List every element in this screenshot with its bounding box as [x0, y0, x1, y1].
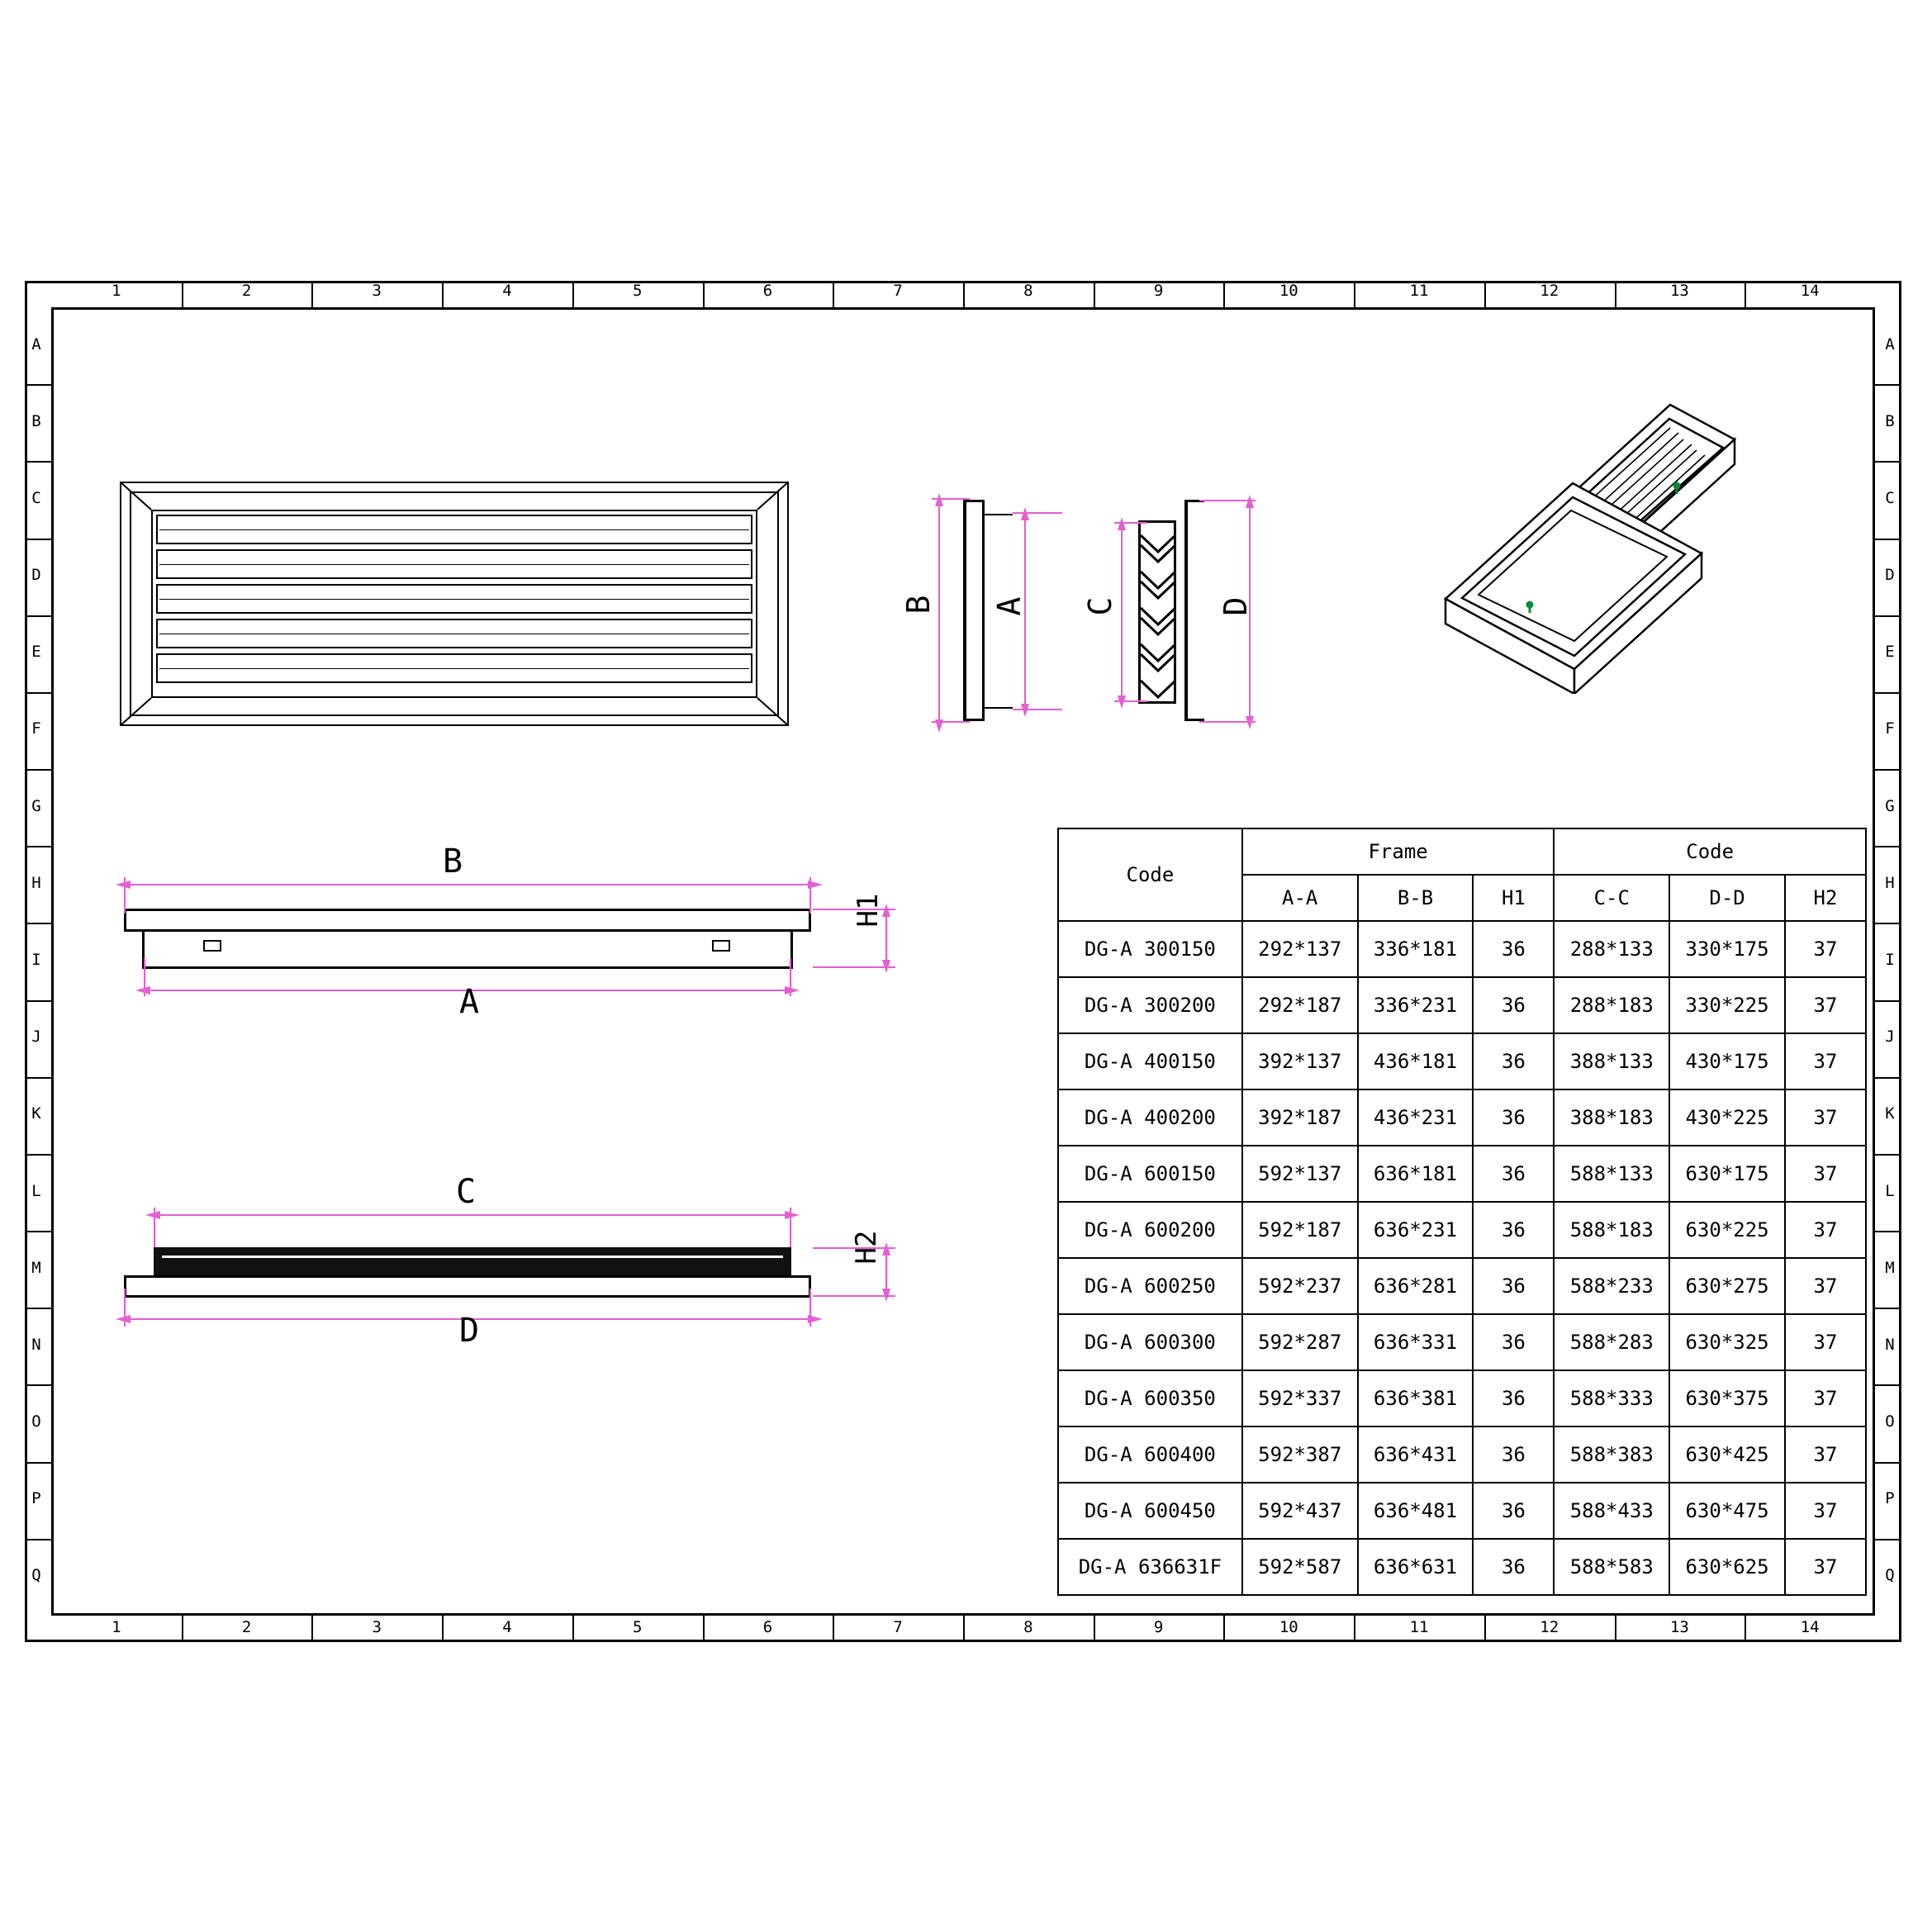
grid-row-label-M-right: M [1885, 1258, 1895, 1277]
row-code: DG-A 636631F [1058, 1539, 1242, 1595]
row-h1: 36 [1473, 1314, 1554, 1370]
grid-row-tick [1875, 384, 1901, 386]
row-cc: 288*183 [1554, 977, 1669, 1033]
dim-c2-ext-left [154, 1208, 155, 1247]
row-cc: 388*133 [1554, 1033, 1669, 1089]
grid-col-label-11-top: 11 [1409, 282, 1429, 300]
topview-plate-bottom [124, 929, 811, 932]
grid-col-tick [703, 281, 705, 307]
section-body-line [982, 500, 985, 721]
grid-row-label-O-left: O [31, 1412, 41, 1431]
row-h2: 37 [1785, 1033, 1866, 1089]
dim-b2-arrows [116, 877, 823, 894]
row-aa: 592*237 [1242, 1258, 1358, 1314]
grid-col-label-12-bottom: 12 [1540, 1618, 1559, 1636]
row-h1: 36 [1473, 1033, 1554, 1089]
grid-col-tick [703, 1616, 705, 1642]
row-dd: 430*225 [1669, 1089, 1785, 1146]
grid-col-label-12-top: 12 [1540, 282, 1559, 300]
grid-row-label-F-right: F [1885, 719, 1895, 738]
grid-row-label-H-right: H [1885, 873, 1895, 892]
grid-col-tick [833, 281, 834, 307]
row-code: DG-A 600400 [1058, 1426, 1242, 1483]
table-row [1058, 977, 1866, 1033]
grid-row-tick [1875, 539, 1901, 540]
row-dd: 630*425 [1669, 1426, 1785, 1483]
grid-row-label-L-left: L [31, 1181, 41, 1200]
grid-row-tick [25, 769, 51, 771]
row-h1: 36 [1473, 1089, 1554, 1146]
bottomview-plate-top [124, 1275, 811, 1278]
grid-col-label-8-top: 8 [1023, 282, 1033, 300]
row-bb: 636*281 [1358, 1258, 1474, 1314]
row-h1: 36 [1473, 1258, 1554, 1314]
row-h2: 37 [1785, 921, 1866, 977]
grid-row-tick [1875, 923, 1901, 924]
row-h2: 37 [1785, 1370, 1866, 1426]
row-dd: 630*175 [1669, 1146, 1785, 1202]
row-h2: 37 [1785, 1426, 1866, 1483]
frame-miter-lines [120, 482, 789, 726]
row-aa: 592*187 [1242, 1202, 1358, 1258]
grid-row-label-K-right: K [1885, 1104, 1895, 1123]
grid-row-label-I-left: I [31, 951, 41, 969]
row-h1: 36 [1473, 1146, 1554, 1202]
grid-row-label-Q-left: Q [31, 1566, 41, 1585]
topview-plate-top [124, 909, 811, 911]
dim-a-ext-bottom [1013, 709, 1062, 710]
grid-row-tick [1875, 1462, 1901, 1464]
grid-row-tick [1875, 769, 1901, 771]
row-aa: 592*587 [1242, 1539, 1358, 1595]
grid-row-tick [25, 846, 51, 847]
grid-row-tick [25, 692, 51, 694]
grid-row-tick [1875, 846, 1901, 847]
grid-col-tick [833, 1616, 834, 1642]
grid-col-tick [1094, 1616, 1095, 1642]
chevron-blades [1138, 520, 1178, 705]
table-row [1058, 921, 1866, 977]
grid-col-tick [1094, 281, 1095, 307]
table-row [1058, 1483, 1866, 1539]
table-row [1058, 1426, 1866, 1483]
topview-body-bottom [142, 966, 793, 969]
grid-col-label-1-bottom: 1 [112, 1618, 121, 1636]
row-code: DG-A 600150 [1058, 1146, 1242, 1202]
row-cc: 588*283 [1554, 1314, 1669, 1370]
grid-col-tick [1744, 281, 1746, 307]
grid-row-label-E-right: E [1885, 643, 1895, 662]
grid-col-tick [1484, 1616, 1486, 1642]
row-dd: 430*175 [1669, 1033, 1785, 1089]
grid-row-tick [25, 1231, 51, 1232]
row-bb: 336*231 [1358, 977, 1474, 1033]
grid-col-label-9-top: 9 [1153, 282, 1164, 300]
grid-row-tick [1875, 461, 1901, 463]
dim-h1-ext-bottom [813, 966, 895, 968]
bottomview-blade-block [154, 1247, 791, 1275]
row-aa: 392*137 [1242, 1033, 1358, 1089]
grid-row-tick [1875, 1000, 1901, 1002]
row-cc: 588*133 [1554, 1146, 1669, 1202]
grid-col-tick [1615, 1616, 1616, 1642]
grid-col-label-3-top: 3 [372, 282, 382, 300]
dim-label-h2: H2 [850, 1230, 883, 1265]
row-h1: 36 [1473, 921, 1554, 977]
grid-row-label-I-right: I [1885, 951, 1895, 969]
grid-col-label-10-top: 10 [1279, 282, 1298, 300]
grid-col-tick [1223, 1616, 1225, 1642]
row-code: DG-A 300150 [1058, 921, 1242, 977]
row-cc: 288*133 [1554, 921, 1669, 977]
grid-row-label-G-right: G [1885, 796, 1895, 815]
grid-col-label-1-top: 1 [112, 282, 121, 300]
grid-col-tick [963, 1616, 965, 1642]
table-row [1058, 1033, 1866, 1089]
row-aa: 292*137 [1242, 921, 1358, 977]
grid-col-label-2-bottom: 2 [241, 1618, 252, 1636]
row-dd: 630*275 [1669, 1258, 1785, 1314]
row-h2: 37 [1785, 1089, 1866, 1146]
dim-c-ext-bottom [1114, 700, 1147, 702]
grid-row-tick [1875, 615, 1901, 617]
grid-col-label-14-bottom: 14 [1800, 1618, 1820, 1636]
grid-row-label-E-left: E [31, 643, 41, 662]
row-cc: 588*583 [1554, 1539, 1669, 1595]
grid-col-label-2-top: 2 [241, 282, 252, 300]
table-row [1058, 1146, 1866, 1202]
row-bb: 636*481 [1358, 1483, 1474, 1539]
grid-row-label-J-right: J [1885, 1028, 1895, 1047]
dim-b2-ext-right [809, 877, 811, 914]
dim-label-a: A [991, 596, 1028, 616]
row-dd: 330*225 [1669, 977, 1785, 1033]
table-subheader-h1: H1 [1473, 875, 1554, 921]
grid-col-label-10-bottom: 10 [1279, 1618, 1298, 1636]
dim-d2-ext-left [124, 1289, 126, 1327]
grid-col-label-7-top: 7 [893, 282, 903, 300]
grid-row-label-H-left: H [31, 873, 41, 892]
table-header-code: Code [1058, 828, 1242, 921]
row-dd: 630*475 [1669, 1483, 1785, 1539]
grid-row-tick [25, 923, 51, 924]
section-body-edge [963, 500, 966, 721]
dim-h2-ext-bottom [813, 1295, 895, 1297]
grid-row-label-A-left: A [31, 335, 41, 354]
grid-row-label-P-left: P [31, 1489, 41, 1508]
grid-row-label-M-left: M [31, 1258, 41, 1277]
row-bb: 636*331 [1358, 1314, 1474, 1370]
grid-col-tick [442, 281, 444, 307]
row-bb: 436*231 [1358, 1089, 1474, 1146]
row-aa: 592*437 [1242, 1483, 1358, 1539]
row-bb: 636*231 [1358, 1202, 1474, 1258]
grid-col-label-5-bottom: 5 [632, 1618, 643, 1636]
dim-a2-ext-right [790, 958, 791, 996]
row-aa: 292*187 [1242, 977, 1358, 1033]
row-cc: 588*333 [1554, 1370, 1669, 1426]
grid-col-tick [182, 1616, 183, 1642]
table-row [1058, 1089, 1866, 1146]
table-row [1058, 1258, 1866, 1314]
grid-row-tick [25, 539, 51, 540]
table-body [1058, 921, 1866, 1595]
dim-label-d: D [1218, 596, 1254, 616]
grid-row-label-B-right: B [1885, 411, 1895, 430]
grid-col-tick [1354, 1616, 1355, 1642]
table-header-frame: Frame [1242, 828, 1555, 875]
grid-col-label-8-bottom: 8 [1023, 1618, 1033, 1636]
row-bb: 636*431 [1358, 1426, 1474, 1483]
dim-label-b: B [900, 595, 937, 615]
grid-col-label-13-bottom: 13 [1669, 1618, 1689, 1636]
grid-col-tick [963, 281, 965, 307]
row-h1: 36 [1473, 1483, 1554, 1539]
table-row [1058, 1539, 1866, 1595]
grid-row-label-P-right: P [1885, 1489, 1895, 1508]
grid-col-label-14-top: 14 [1800, 282, 1820, 300]
grid-row-label-J-left: J [31, 1028, 41, 1047]
grid-row-label-L-right: L [1885, 1181, 1895, 1200]
table-row [1058, 1314, 1866, 1370]
grid-col-tick [442, 1616, 444, 1642]
grid-row-label-O-right: O [1885, 1412, 1895, 1431]
row-code: DG-A 400150 [1058, 1033, 1242, 1089]
grid-row-tick [25, 1539, 51, 1540]
grid-col-label-4-bottom: 4 [502, 1618, 512, 1636]
row-cc: 588*233 [1554, 1258, 1669, 1314]
grid-row-tick [25, 1462, 51, 1464]
grid-col-label-9-bottom: 9 [1153, 1618, 1164, 1636]
row-cc: 388*183 [1554, 1089, 1669, 1146]
grid-row-label-F-left: F [31, 719, 41, 738]
grid-col-label-13-top: 13 [1669, 282, 1689, 300]
grid-row-label-Q-right: Q [1885, 1566, 1895, 1585]
table-header-code2: Code [1554, 828, 1866, 875]
specification-table [1057, 828, 1867, 1596]
row-dd: 330*175 [1669, 921, 1785, 977]
row-h2: 37 [1785, 1146, 1866, 1202]
row-h2: 37 [1785, 1539, 1866, 1595]
row-code: DG-A 600350 [1058, 1370, 1242, 1426]
dim-b2-ext-left [124, 877, 126, 914]
row-h1: 36 [1473, 1426, 1554, 1483]
table-subheader-cc: C-C [1554, 875, 1669, 921]
row-h1: 36 [1473, 1202, 1554, 1258]
row-code: DG-A 600200 [1058, 1202, 1242, 1258]
dim-d2-ext-right [809, 1289, 811, 1327]
grid-row-tick [1875, 1539, 1901, 1540]
grid-row-label-C-left: C [31, 488, 41, 507]
row-h2: 37 [1785, 1314, 1866, 1370]
row-h1: 36 [1473, 1539, 1554, 1595]
row-cc: 588*183 [1554, 1202, 1669, 1258]
row-cc: 588*433 [1554, 1483, 1669, 1539]
front-view-louver-grille [120, 482, 789, 726]
row-h2: 37 [1785, 1258, 1866, 1314]
dim-label-c-top: C [456, 1173, 477, 1211]
grid-col-label-11-bottom: 11 [1409, 1618, 1429, 1636]
grid-col-tick [1744, 1616, 1746, 1642]
row-h2: 37 [1785, 977, 1866, 1033]
row-cc: 588*383 [1554, 1426, 1669, 1483]
row-bb: 636*181 [1358, 1146, 1474, 1202]
topview-clip-left [203, 940, 221, 952]
grid-row-tick [25, 1000, 51, 1002]
grid-col-tick [572, 1616, 574, 1642]
grid-row-tick [25, 461, 51, 463]
grid-col-tick [182, 281, 183, 307]
grid-row-label-N-left: N [31, 1335, 41, 1354]
grid-row-tick [1875, 1077, 1901, 1079]
dim-b-ext-bottom [932, 721, 970, 723]
row-code: DG-A 400200 [1058, 1089, 1242, 1146]
topview-clip-right [712, 940, 730, 952]
row-dd: 630*625 [1669, 1539, 1785, 1595]
row-bb: 636*381 [1358, 1370, 1474, 1426]
dim-a-ext-top [1013, 512, 1062, 514]
dim-d-ext-bottom [1199, 721, 1256, 723]
grid-row-tick [25, 615, 51, 617]
grid-row-tick [25, 1308, 51, 1309]
grid-col-tick [572, 281, 574, 307]
section-d-body-edge [1184, 500, 1188, 721]
grid-col-tick [311, 1616, 313, 1642]
row-code: DG-A 600450 [1058, 1483, 1242, 1539]
bottomview-plate-bottom [124, 1295, 811, 1298]
dim-label-b-top: B [443, 843, 463, 881]
grid-row-tick [1875, 1231, 1901, 1232]
dim-label-a-bottom: A [459, 983, 480, 1021]
grid-row-tick [25, 384, 51, 386]
table-subheader-h2: H2 [1785, 875, 1866, 921]
row-aa: 592*337 [1242, 1370, 1358, 1426]
grid-row-tick [1875, 692, 1901, 694]
row-dd: 630*325 [1669, 1314, 1785, 1370]
table-subheader-aa: A-A [1242, 875, 1358, 921]
dim-a2-ext-left [144, 958, 145, 996]
grid-col-tick [1354, 281, 1355, 307]
grid-col-label-6-bottom: 6 [762, 1618, 773, 1636]
grid-col-tick [1484, 281, 1486, 307]
isometric-exploded-view [1355, 388, 1817, 694]
section-blade-bottom [985, 707, 1013, 709]
row-code: DG-A 300200 [1058, 977, 1242, 1033]
grid-col-tick [1615, 281, 1616, 307]
grid-col-tick [311, 281, 313, 307]
row-aa: 592*387 [1242, 1426, 1358, 1483]
table-row [1058, 1202, 1866, 1258]
bottomview-blade-highlight [162, 1256, 783, 1258]
row-code: DG-A 600300 [1058, 1314, 1242, 1370]
grid-col-label-4-top: 4 [502, 282, 512, 300]
dim-d-ext-top [1199, 500, 1256, 501]
row-aa: 592*287 [1242, 1314, 1358, 1370]
row-code: DG-A 600250 [1058, 1258, 1242, 1314]
grid-row-tick [1875, 1308, 1901, 1309]
dim-label-h1: H1 [852, 893, 885, 928]
grid-row-label-A-right: A [1885, 335, 1895, 354]
grid-row-label-B-left: B [31, 411, 41, 430]
row-bb: 336*181 [1358, 921, 1474, 977]
grid-row-label-N-right: N [1885, 1335, 1895, 1354]
grid-col-label-7-bottom: 7 [893, 1618, 903, 1636]
row-aa: 392*187 [1242, 1089, 1358, 1146]
grid-row-tick [25, 1077, 51, 1079]
grid-row-tick [1875, 1384, 1901, 1386]
grid-row-label-D-left: D [31, 566, 41, 585]
dim-c2-ext-right [790, 1208, 791, 1247]
grid-row-label-C-right: C [1885, 488, 1895, 507]
dim-label-d-bottom: D [459, 1312, 480, 1350]
row-h1: 36 [1473, 1370, 1554, 1426]
grid-row-label-K-left: K [31, 1104, 41, 1123]
grid-col-label-6-top: 6 [762, 282, 773, 300]
section-blade-top [985, 514, 1013, 515]
row-h2: 37 [1785, 1202, 1866, 1258]
row-bb: 636*631 [1358, 1539, 1474, 1595]
row-dd: 630*225 [1669, 1202, 1785, 1258]
grid-col-label-5-top: 5 [632, 282, 643, 300]
grid-row-tick [25, 1154, 51, 1156]
dim-b-ext-top [932, 498, 970, 500]
grid-row-label-D-right: D [1885, 566, 1895, 585]
row-aa: 592*137 [1242, 1146, 1358, 1202]
grid-row-tick [25, 1384, 51, 1386]
table-subheader-dd: D-D [1669, 875, 1785, 921]
table-subheader-bb: B-B [1358, 875, 1474, 921]
row-h1: 36 [1473, 977, 1554, 1033]
row-dd: 630*375 [1669, 1370, 1785, 1426]
table-row [1058, 1370, 1866, 1426]
grid-row-label-G-left: G [31, 796, 41, 815]
grid-row-tick [1875, 1154, 1901, 1156]
dim-label-c: C [1082, 596, 1118, 616]
grid-col-label-3-bottom: 3 [372, 1618, 382, 1636]
dim-c-ext-top [1114, 522, 1147, 524]
row-bb: 436*181 [1358, 1033, 1474, 1089]
grid-col-tick [1223, 281, 1225, 307]
row-h2: 37 [1785, 1483, 1866, 1539]
